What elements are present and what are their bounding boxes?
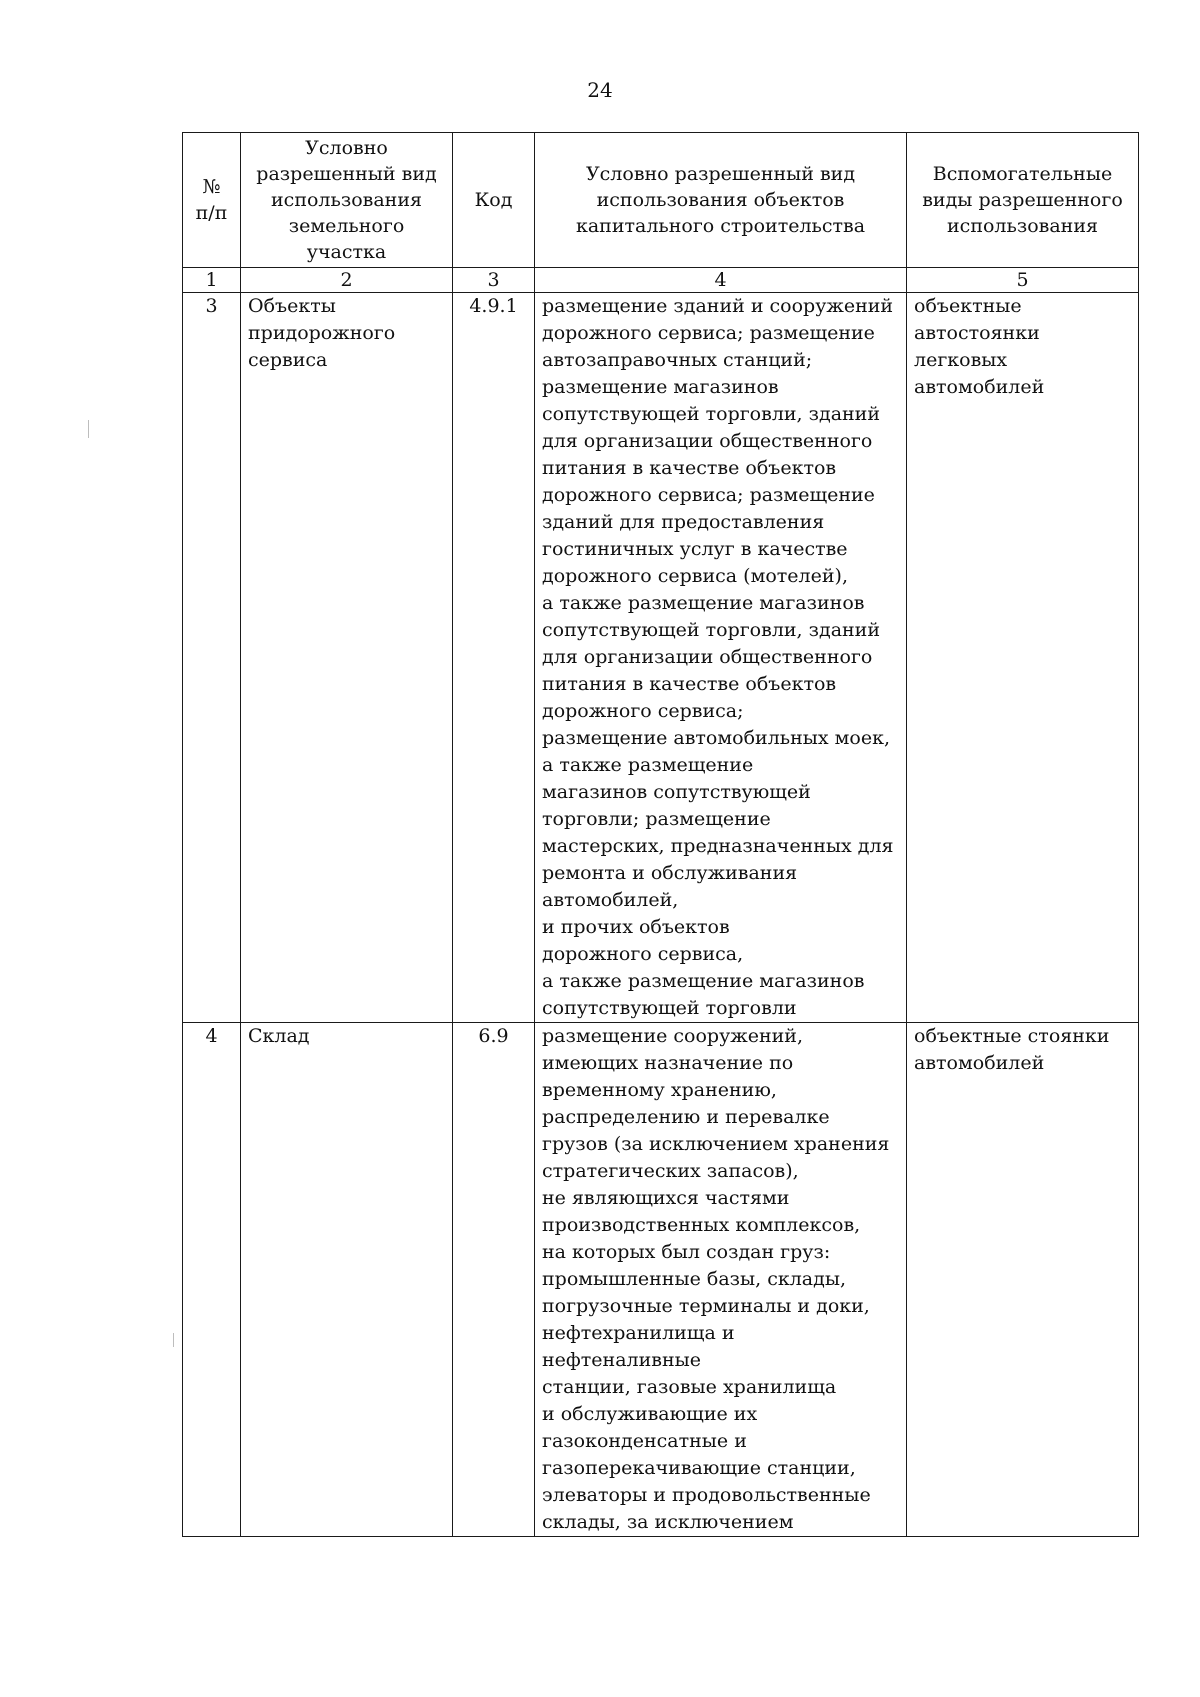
- land-use-name: Склад: [241, 1023, 453, 1537]
- header-row-number: № п/п: [183, 133, 241, 268]
- header-auxiliary-use: Вспомогательные виды разрешенного использования: [907, 133, 1139, 268]
- land-use-code: 4.9.1: [453, 293, 535, 1023]
- land-use-table: [182, 132, 1139, 1537]
- column-number-4: 4: [535, 268, 907, 293]
- land-use-code: 6.9: [453, 1023, 535, 1537]
- page-number: 24: [587, 78, 613, 102]
- header-code: Код: [453, 133, 535, 268]
- land-use-name: Объекты придорожного сервиса: [241, 293, 453, 1023]
- column-number-3: 3: [453, 268, 535, 293]
- header-land-use-type: Условно разрешенный вид использования земельного участка: [241, 133, 453, 268]
- table-row: [183, 1023, 1139, 1537]
- capital-construction-description: размещение зданий и сооружений дорожного сервиса; размещение автозаправочных станций; размещение магазинов сопутствующей торговли, зданий для организации общественного питания в качестве объектов дорожного сервиса; размещение зданий для предоставления гостиничных услуг в качестве дорожного сервиса (мотелей), а также размещение магазинов сопутствующей торговли, зданий для организации общественного питания в качестве объектов дорожного сервиса; размещение автомобильных моек, а также размещение магазинов сопутствующей торговли; размещение мастерских, предназначенных для ремонта и обслуживания автомобилей, и прочих объектов дорожного сервиса, а также размещение магазинов сопутствующей торговли: [535, 293, 907, 1023]
- auxiliary-use: объектные стоянки автомобилей: [907, 1023, 1139, 1537]
- table-header-row: [183, 133, 1139, 268]
- row-number: 3: [183, 293, 241, 1023]
- header-capital-construction-use: Условно разрешенный вид использования объектов капитального строительства: [535, 133, 907, 268]
- column-number-2: 2: [241, 268, 453, 293]
- column-number-1: 1: [183, 268, 241, 293]
- column-numbers-row: [183, 268, 1139, 293]
- scan-artifact: [173, 1333, 174, 1347]
- scan-artifact: [88, 420, 89, 438]
- column-number-5: 5: [907, 268, 1139, 293]
- capital-construction-description: размещение сооружений, имеющих назначение по временному хранению, распределению и перевалке грузов (за исключением хранения стратегических запасов), не являющихся частями производственных комплексов, на которых был создан груз: промышленные базы, склады, погрузочные терминалы и доки, нефтехранилища и нефтеналивные станции, газовые хранилища и обслуживающие их газоконденсатные и газоперекачивающие станции, элеваторы и продовольственные склады, за исключением: [535, 1023, 907, 1537]
- table-row: [183, 293, 1139, 1023]
- auxiliary-use: объектные автостоянки легковых автомобилей: [907, 293, 1139, 1023]
- row-number: 4: [183, 1023, 241, 1537]
